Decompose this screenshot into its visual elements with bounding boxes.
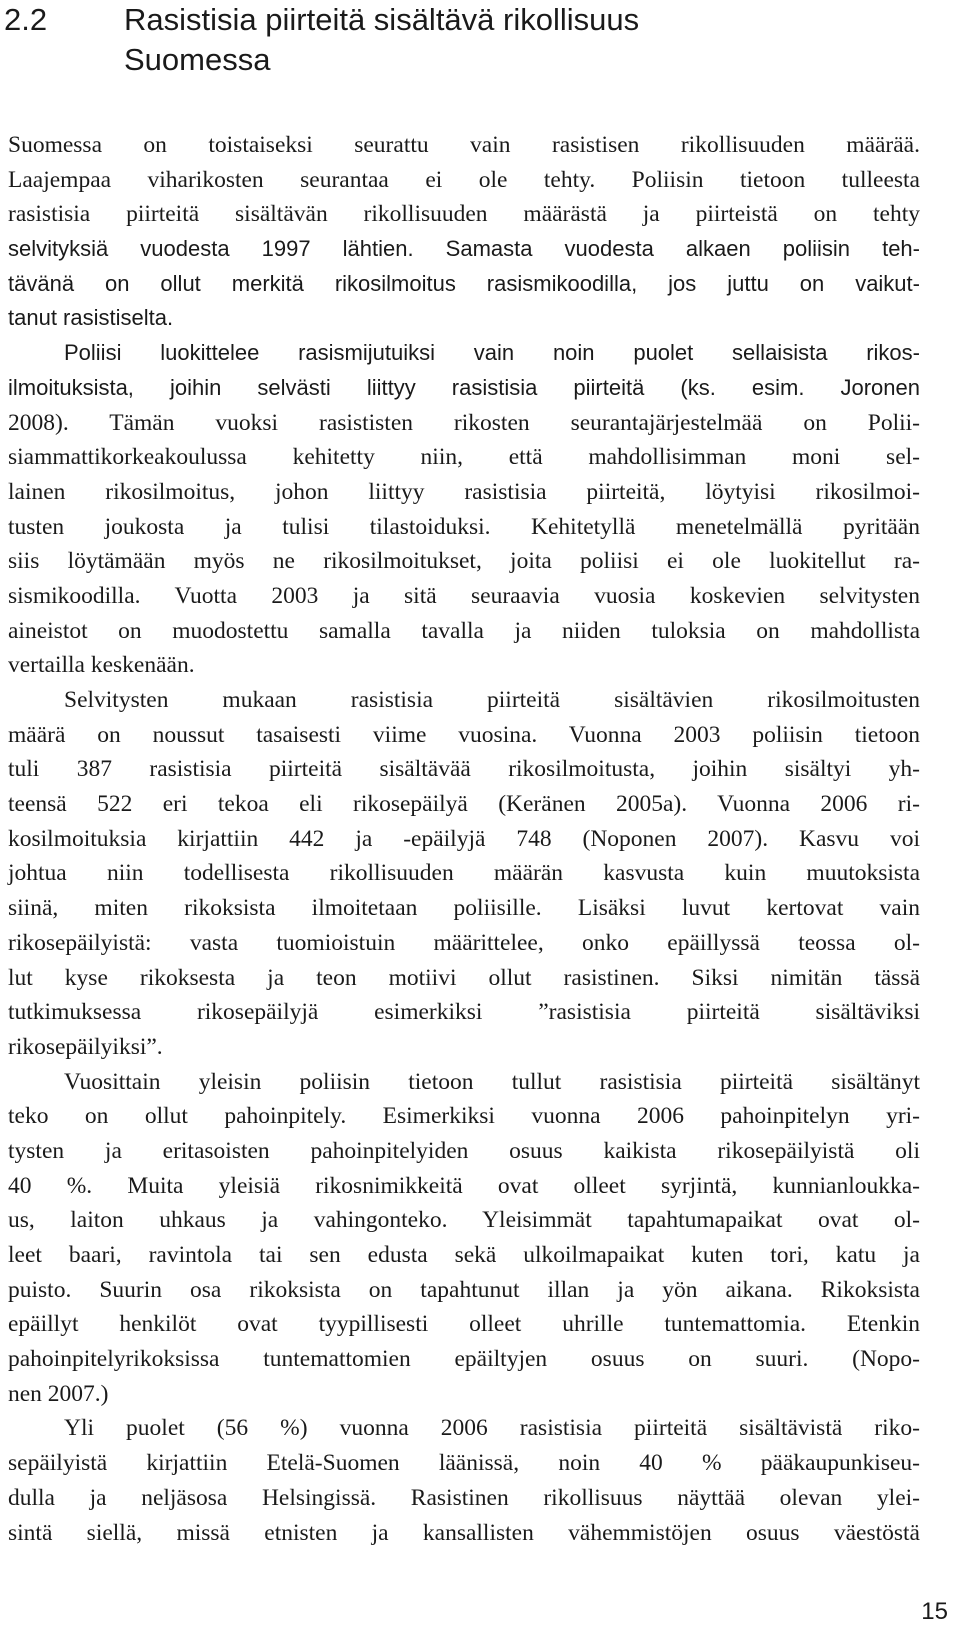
text-line: tusten joukosta ja tulisi tilastoiduksi. Kehitetyllä menetelmällä pyritään (8, 513, 920, 540)
text-line: teensä 522 eri tekoa eli rikosepäilyä (Keränen 2005a). Vuonna 2006 ri- (8, 791, 920, 818)
text-line: Selvitysten mukaan rasistisia piirteitä sisältävien rikosilmoitusten (64, 687, 920, 713)
text-line: johtua niin todellisesta rikollisuuden määrän kasvusta kuin muutoksista (8, 860, 920, 887)
text-line: rikosepäilyistä: vasta tuomioistuin määrittelee, onko epäillyssä teossa ol- (8, 929, 920, 956)
text-line: sepäilyistä kirjattiin Etelä-Suomen läänissä, noin 40 % pääkaupunkiseu- (8, 1450, 920, 1477)
text-line: puisto. Suurin osa rikoksista on tapahtunut illan ja yön aikana. Rikoksista (8, 1276, 920, 1303)
text-line: nen 2007.) (8, 1380, 109, 1407)
text-line: kosilmoituksia kirjattiin 442 ja -epäilyjä 748 (Noponen 2007). Kasvu voi (8, 825, 920, 852)
text-line: ilmoituksista, joihin selvästi liittyy rasistisia piirteitä (ks. esim. Joronen (8, 374, 920, 400)
text-line: aineistot on muodostettu samalla tavalla ja niiden tuloksia on mahdollista (8, 617, 920, 644)
text-line: Poliisi luokittelee rasismijutuiksi vain noin puolet sellaisista rikos- (64, 340, 920, 366)
text-line: määrä on noussut tasaisesti viime vuosina. Vuonna 2003 poliisin tietoon (8, 721, 920, 748)
text-line: pahoinpitelyrikoksissa tuntemattomien epäiltyjen osuus on suuri. (Nopo- (8, 1346, 920, 1373)
text-line: Laajempaa viharikosten seurantaa ei ole tehty. Poliisin tietoon tulleesta (8, 166, 920, 193)
text-line: tutkimuksessa rikosepäilyjä esimerkiksi ”rasistisia piirteitä sisältäviksi (8, 999, 920, 1026)
text-line: sintä siellä, missä etnisten ja kansallisten vähemmistöjen osuus väestöstä (8, 1519, 920, 1546)
text-line: Suomessa on toistaiseksi seurattu vain rasistisen rikollisuuden määrää. (8, 132, 920, 158)
text-line: leet baari, ravintola tai sen edusta sekä ulkoilmapaikat kuten tori, katu ja (8, 1242, 920, 1268)
text-line: Vuosittain yleisin poliisin tietoon tullut rasistisia piirteitä sisältänyt (64, 1068, 920, 1095)
text-line: tuli 387 rasistisia piirteitä sisältävää rikosilmoitusta, joihin sisältyi yh- (8, 756, 920, 783)
text-line: siinä, miten rikoksista ilmoitetaan poliisille. Lisäksi luvut kertovat vain (8, 895, 920, 922)
text-line: lut kyse rikoksesta ja teon motiivi ollut rasistinen. Siksi nimitän tässä (8, 964, 920, 991)
text-line: 2008). Tämän vuoksi rasististen rikosten seurantajärjestelmää on Polii- (8, 409, 920, 436)
section-number: 2.2 (4, 2, 48, 37)
text-line: rasistisia piirteitä sisältävän rikollisuuden määrästä ja piirteistä on tehty (8, 201, 920, 228)
body-text (8, 128, 920, 1550)
text-line: 40 %. Muita yleisiä rikosnimikkeitä ovat olleet syrjintä, kunnianloukka- (8, 1172, 920, 1199)
text-line: tävänä on ollut merkitä rikosilmoitus rasismikoodilla, jos juttu on vaikut- (8, 270, 920, 296)
text-line: lainen rikosilmoitus, johon liittyy rasistisia piirteitä, löytyisi rikosilmoi- (8, 478, 920, 505)
text-line: selvityksiä vuodesta 1997 lähtien. Samasta vuodesta alkaen poliisin teh- (8, 236, 920, 262)
text-line: teko on ollut pahoinpitely. Esimerkiksi vuonna 2006 pahoinpitelyn yri- (8, 1103, 920, 1130)
text-line: sismikoodilla. Vuotta 2003 ja sitä seuraavia vuosia koskevien selvitysten (8, 582, 920, 609)
text-line: tysten ja eritasoisten pahoinpitelyiden osuus kaikista rikosepäilyistä oli (8, 1137, 920, 1164)
text-line: dulla ja neljäsosa Helsingissä. Rasistinen rikollisuus näyttää olevan ylei- (8, 1484, 920, 1511)
section-title: Rasistisia piirteitä sisältävä rikollisuus Suomessa (124, 2, 640, 77)
page-number: 15 (921, 1598, 948, 1625)
text-line: rikosepäilyiksi”. (8, 1033, 163, 1060)
text-line: siammattikorkeakoulussa kehitetty niin, että mahdollisimman moni sel- (8, 444, 920, 471)
text-line: epäillyt henkilöt ovat tyypillisesti olleet uhrille tuntemattomia. Etenkin (8, 1311, 920, 1338)
text-line: Yli puolet (56 %) vuonna 2006 rasistisia piirteitä sisältävistä riko- (64, 1415, 920, 1442)
text-line: tanut rasistiselta. (8, 305, 174, 331)
text-line: siis löytämään myös ne rikosilmoitukset, joita poliisi ei ole luokitellut ra- (8, 548, 920, 575)
text-line: vertailla keskenään. (8, 652, 195, 679)
text-line: us, laiton uhkaus ja vahingonteko. Yleisimmät tapahtumapaikat ovat ol- (8, 1207, 920, 1234)
